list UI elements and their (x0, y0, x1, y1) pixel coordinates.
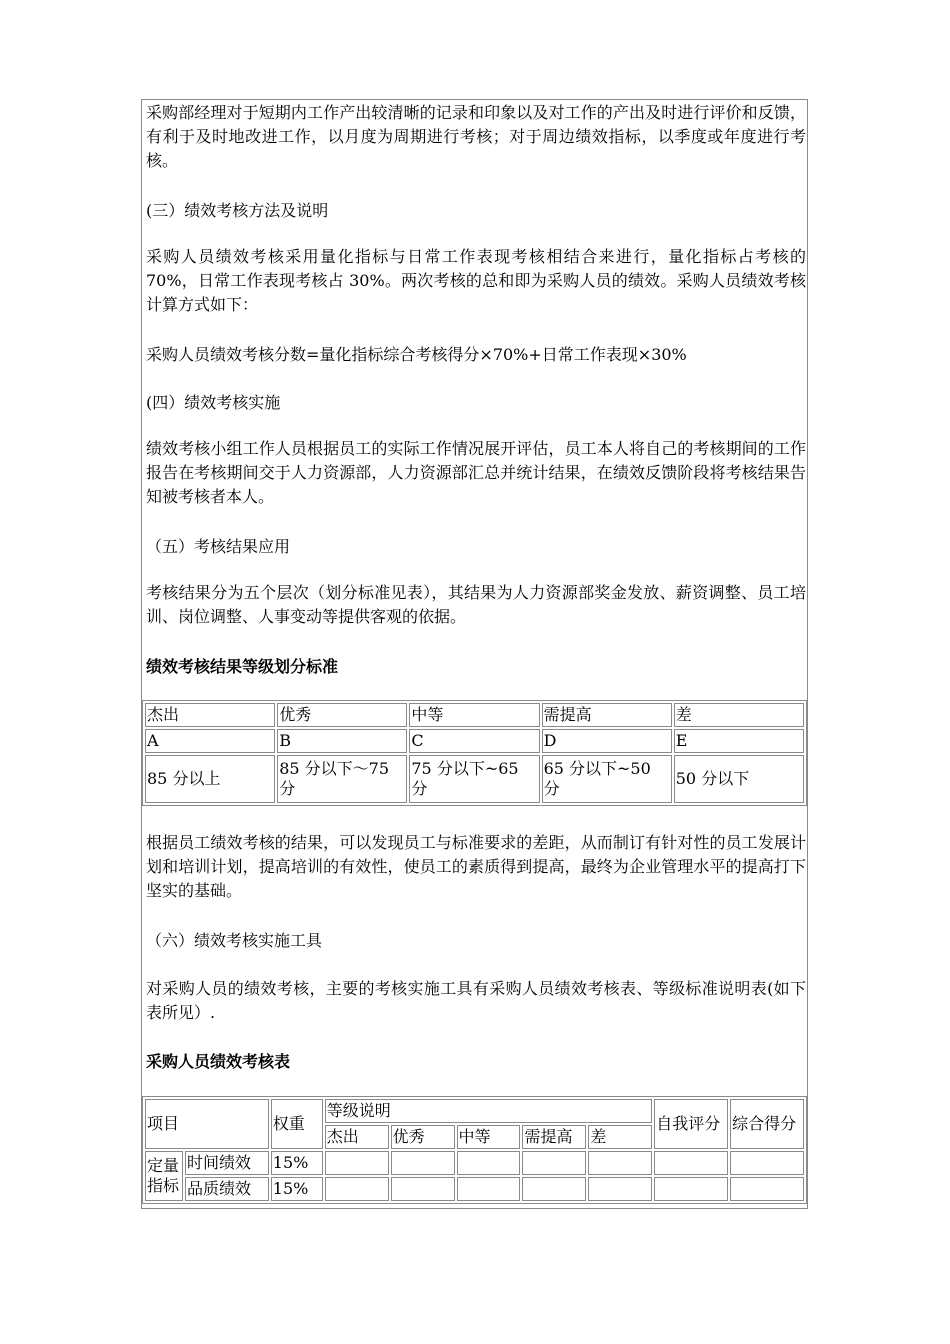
weight-header: 权重 (271, 1099, 323, 1149)
total-score-cell[interactable] (730, 1151, 804, 1175)
grade-name-cell: 优秀 (277, 703, 407, 727)
eval-table-title: 采购人员绩效考核表 (146, 1052, 291, 1071)
paragraph-assessment-cycle: 采购部经理对于短期内工作产出较清晰的记录和印象以及对工作的产出及时进行评价和反馈，有利于及时地改进工作，以月度为周期进行考核；对于周边绩效指标，以季度或年度进行考核。 (146, 103, 806, 170)
paragraph-formula: 采购人员绩效考核分数=量化指标综合考核得分×70%+日常工作表现×30% (146, 345, 687, 364)
grade-standard-table (142, 700, 807, 806)
grade-table-title: 绩效考核结果等级划分标准 (146, 657, 339, 676)
total-score-cell[interactable] (730, 1177, 804, 1201)
grade-range-cell: 75 分以下~65 分 (409, 755, 539, 803)
grade-name-cell: 差 (674, 703, 804, 727)
grade-code-cell: B (277, 729, 407, 753)
self-score-cell[interactable] (654, 1177, 728, 1201)
paragraph-tools: 对采购人员的绩效考核，主要的考核实施工具有采购人员绩效考核表、等级标准说明表(如下表所见）. (146, 979, 806, 1022)
paragraph-result-application: 考核结果分为五个层次（划分标准见表），其结果为人力资源部奖金发放、薪资调整、员工培训、岗位调整、人事变动等提供客观的依据。 (146, 583, 806, 626)
score-cell[interactable] (391, 1177, 455, 1201)
score-cell[interactable] (391, 1151, 455, 1175)
score-cell[interactable] (588, 1151, 652, 1175)
score-cell[interactable] (325, 1151, 389, 1175)
indicator-weight: 15% (271, 1177, 323, 1201)
score-cell[interactable] (457, 1151, 521, 1175)
paragraph-implementation: 绩效考核小组工作人员根据员工的实际工作情况展开评估，员工本人将自己的考核期间的工作报告在考核期间交于人力资源部，人力资源部汇总并统计结果，在绩效反馈阶段将考核结果告知被考核者本人。 (146, 439, 806, 506)
grade-column-header: 优秀 (391, 1125, 455, 1149)
indicator-name: 品质绩效 (185, 1177, 269, 1201)
grade-name-cell: 杰出 (145, 703, 275, 727)
grade-column-header: 需提高 (522, 1125, 586, 1149)
grade-column-header: 杰出 (325, 1125, 389, 1149)
indicator-name: 时间绩效 (185, 1151, 269, 1175)
score-cell[interactable] (325, 1177, 389, 1201)
grade-description-header: 等级说明 (325, 1099, 652, 1123)
grade-range-cell: 50 分以下 (674, 755, 804, 803)
score-cell[interactable] (522, 1177, 586, 1201)
grade-column-header: 中等 (457, 1125, 521, 1149)
section-heading-5: （五）考核结果应用 (146, 537, 291, 556)
grade-code-cell: C (409, 729, 539, 753)
section-heading-3: (三）绩效考核方法及说明 (146, 201, 329, 220)
grade-column-header: 差 (588, 1125, 652, 1149)
section-heading-6: （六）绩效考核实施工具 (146, 931, 323, 950)
self-score-cell[interactable] (654, 1151, 728, 1175)
grade-code-cell: E (674, 729, 804, 753)
grade-name-cell: 中等 (409, 703, 539, 727)
self-score-header: 自我评分 (654, 1099, 728, 1149)
paragraph-result-usage: 根据员工绩效考核的结果，可以发现员工与标准要求的差距，从而制订有针对性的员工发展计划和培训计划，提高培训的有效性，使员工的素质得到提高，最终为企业管理水平的提高打下坚实的基础。 (146, 833, 806, 900)
total-score-header: 综合得分 (730, 1099, 804, 1149)
paragraph-method: 采购人员绩效考核采用量化指标与日常工作表现考核相结合来进行，量化指标占考核的 70%，日常工作表现考核占 30%。两次考核的总和即为采购人员的绩效。采购人员绩效考核计算方式如下： (146, 247, 806, 314)
score-cell[interactable] (457, 1177, 521, 1201)
performance-evaluation-table (142, 1096, 807, 1204)
grade-code-cell: A (145, 729, 275, 753)
item-header: 项目 (145, 1099, 269, 1149)
grade-name-cell: 需提高 (542, 703, 672, 727)
score-cell[interactable] (522, 1151, 586, 1175)
grade-range-cell: 65 分以下~50 分 (542, 755, 672, 803)
grade-code-cell: D (542, 729, 672, 753)
score-cell[interactable] (588, 1177, 652, 1201)
quantitative-group-label: 定量指标 (145, 1151, 183, 1201)
grade-range-cell: 85 分以下～75 分 (277, 755, 407, 803)
section-heading-4: (四）绩效考核实施 (146, 393, 281, 412)
indicator-weight: 15% (271, 1151, 323, 1175)
grade-range-cell: 85 分以上 (145, 755, 275, 803)
